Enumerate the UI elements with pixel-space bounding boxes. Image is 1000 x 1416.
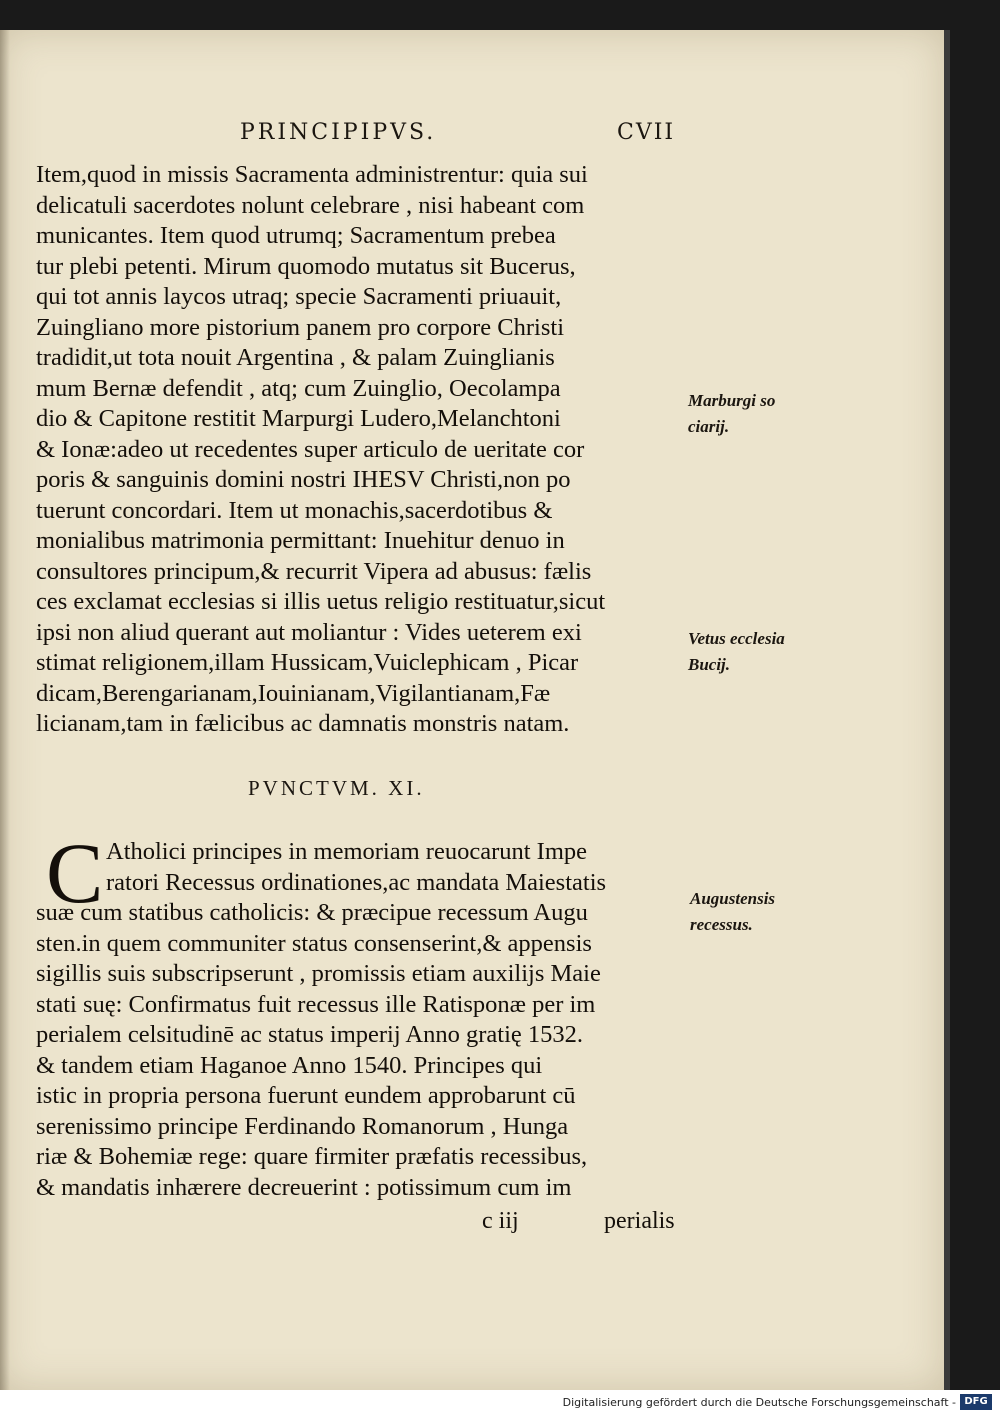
text-line: tuerunt concordari. Item ut monachis,sacerdotibus & <box>36 496 553 524</box>
text-line: riæ & Bohemiæ rege: quare firmiter præfatis recessibus, <box>36 1143 588 1170</box>
text-line: perialem celsitudinē ac status imperij Anno gratię 1532. <box>36 1021 584 1048</box>
text-line: licianam,tam in fælicibus ac damnatis monstris natam. <box>36 710 570 737</box>
dfg-logo-icon[interactable]: DFG <box>960 1394 992 1410</box>
text-line: municantes. Item quod utrumq; Sacramentum prebea <box>36 222 556 249</box>
text-line: suæ cum statibus catholicis: & præcipue recessum Augu <box>36 899 588 926</box>
text-line: Atholici principes in memoriam reuocarunt Impe <box>106 838 588 865</box>
text-line: poris & sanguinis domini nostri IHESV Christi,non po <box>36 466 571 493</box>
text-line: tradidit,ut tota nouit Argentina , & palam Zuinglianis <box>36 344 555 371</box>
gutter-shadow <box>0 30 10 1390</box>
section-heading: PVNCTVM. XI. <box>248 776 425 800</box>
margin-note-marburg <box>688 388 775 440</box>
text-line: qui tot annis laycos utraq; specie Sacramenti priuauit, <box>36 283 562 310</box>
text-line: Zuingliano more pistorium panem pro corpore Christi <box>36 313 565 341</box>
text-line: & mandatis inhærere decreuerint : potissimum cum im <box>36 1173 572 1201</box>
catchwords <box>482 1208 702 1240</box>
text-line: stimat religionem,illam Hussicam,Vuiclephicam , Picar <box>36 649 579 676</box>
text-line: stati suę: Confirmatus fuit recessus ille Ratisponæ per im <box>36 990 596 1018</box>
running-head <box>0 120 944 160</box>
footer-bar <box>0 1390 1000 1416</box>
text-line: serenissimo principe Ferdinando Romanorum , Hunga <box>36 1112 569 1140</box>
margin-note-line: Bucij. <box>688 655 731 674</box>
footer-credit: Digitalisierung gefördert durch die Deutsche Forschungsgemeinschaft - <box>562 1396 956 1409</box>
margin-note-line: Marburgi so <box>688 391 776 410</box>
text-line: ipsi non aliud querant aut moliantur : Vides ueterem exi <box>36 618 582 646</box>
margin-note-line: ciarij. <box>688 417 730 436</box>
catchword: perialis <box>604 1208 675 1234</box>
text-line: ratori Recessus ordinationes,ac mandata Maiestatis <box>106 868 607 896</box>
text-line: istic in propria persona fuerunt eundem approbarunt cū <box>36 1082 576 1109</box>
margin-note-vetus <box>688 626 785 678</box>
margin-note-line: Vetus ecclesia <box>688 629 785 648</box>
text-line: tur plebi petenti. Mirum quomodo mutatus sit Bucerus, <box>36 252 576 280</box>
text-line: ces exclamat ecclesias si illis uetus religio restituatur,sicut <box>36 588 606 615</box>
text-line: & Ionæ:adeo ut recedentes super articulo de ueritate cor <box>36 435 585 463</box>
text-line: consultores principum,& recurrit Vipera ad abusus: fælis <box>36 557 592 585</box>
text-line: sigillis suis subscripserunt , promissis etiam auxilijs Maie <box>36 960 601 987</box>
signature-mark: c iij <box>482 1208 519 1234</box>
text-block-1 <box>36 160 686 740</box>
text-line: Item,quod in missis Sacramenta administrentur: quia sui <box>36 161 588 188</box>
margin-note-line: recessus. <box>690 915 753 934</box>
text-line: sten.in quem communiter status consenserint,& appensis <box>36 929 592 957</box>
text-line: mum Bernæ defendit , atq; cum Zuinglio, Oecolampa <box>36 374 561 402</box>
text-line: monialibus matrimonia permittant: Inuehitur denuo in <box>36 527 565 554</box>
page-edge <box>944 30 950 1390</box>
text-line: delicatuli sacerdotes nolunt celebrare , nisi habeant com <box>36 191 585 219</box>
text-line: dicam,Berengarianam,Iouinianam,Vigilantianam,Fæ <box>36 679 551 707</box>
text-block-2 <box>36 837 686 1203</box>
text-line: dio & Capitone restitit Marpurgi Ludero,Melanchtoni <box>36 405 561 432</box>
margin-note-line: Augustensis <box>690 889 776 908</box>
folio-number: CVII <box>617 120 676 145</box>
drop-cap: C <box>46 825 104 921</box>
running-head-title: PRINCIPIPVS. <box>240 120 437 145</box>
text-line: & tandem etiam Haganoe Anno 1540. Principes qui <box>36 1051 543 1079</box>
margin-note-augustensis <box>690 886 775 938</box>
